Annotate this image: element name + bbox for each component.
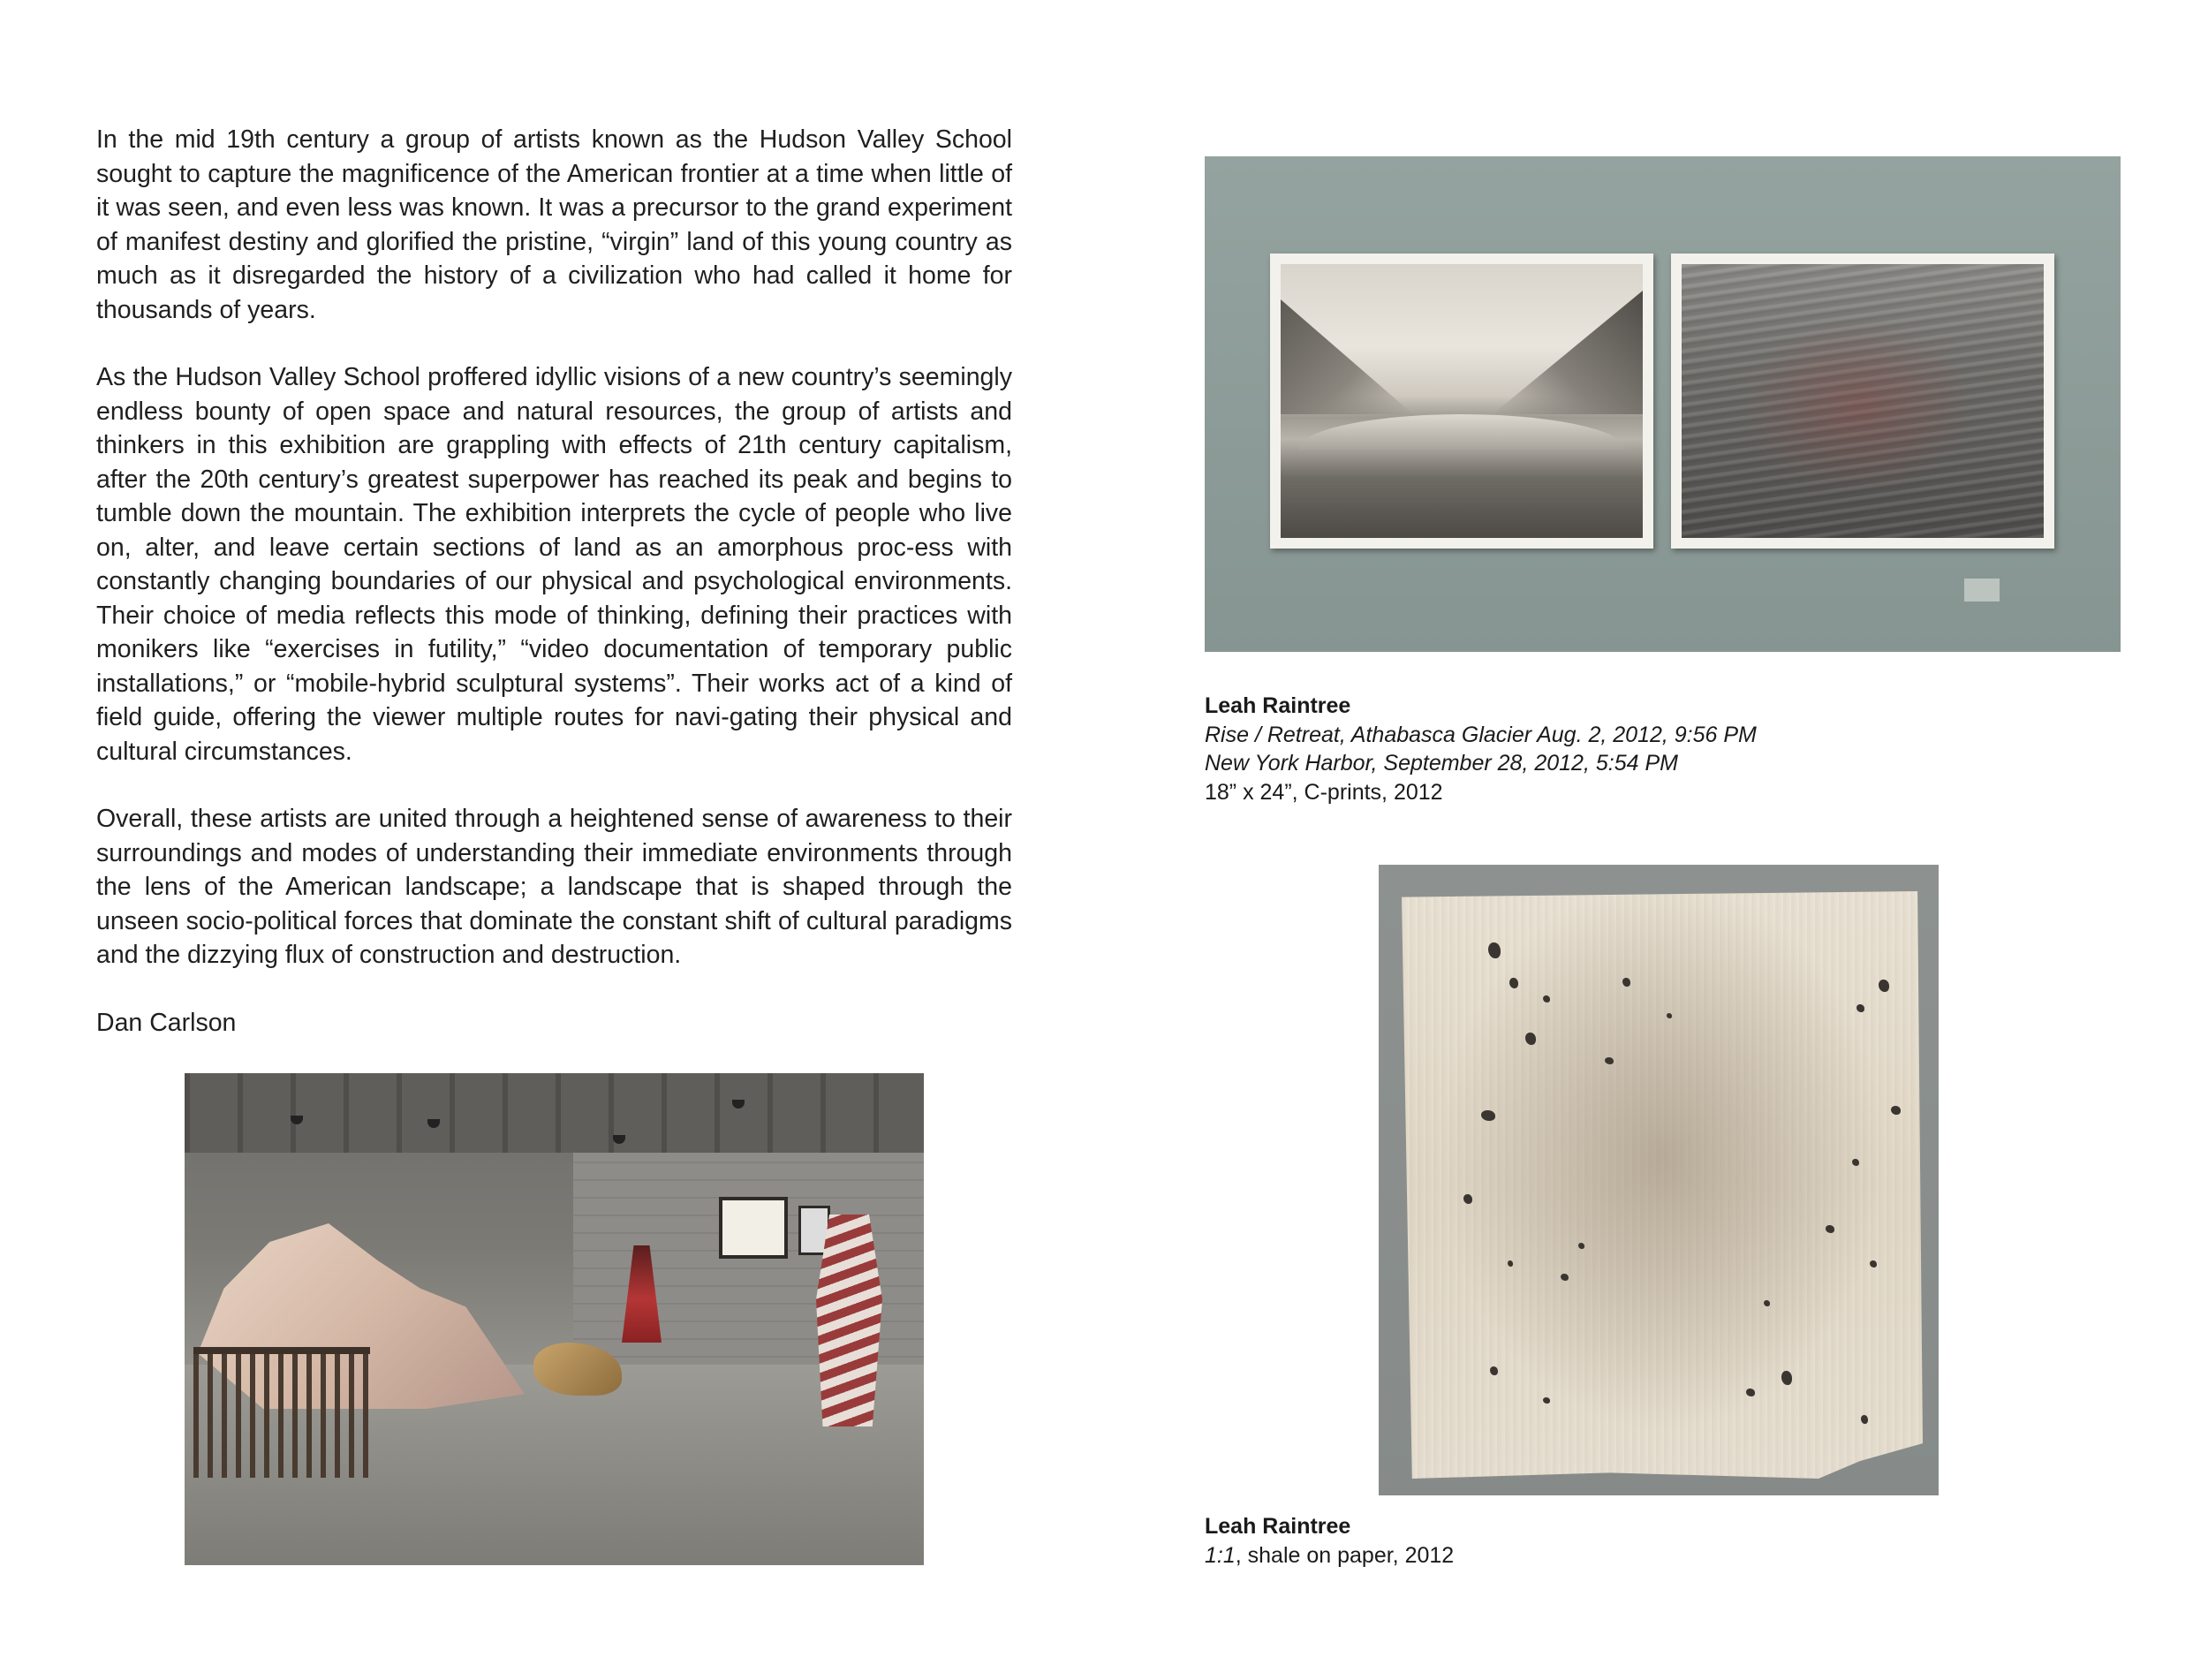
diptych-installation-photo: [1205, 156, 2121, 652]
caption-shale: [1205, 1512, 2000, 1570]
harbor-print-image: [1682, 264, 2044, 538]
caption-details: , shale on paper, 2012: [1235, 1542, 1455, 1568]
essay-signature: Dan Carlson: [96, 1008, 237, 1037]
shale-on-paper-photo: [1379, 865, 1939, 1495]
caption-artist: Leah Raintree: [1205, 1514, 1351, 1539]
harbor-print-frame: [1671, 254, 2054, 549]
wall-label-plaque: [1964, 579, 2000, 602]
essay-text: [96, 123, 1012, 1073]
caption-details-line: [1205, 1541, 2000, 1570]
shale-paper-artwork: [1402, 891, 1923, 1479]
gallery-installation-photo: [185, 1073, 924, 1565]
framed-painting: [719, 1197, 788, 1259]
essay-paragraph-1: In the mid 19th century a group of artists known as the Hudson Valley School sought to capture the magnificence of the American frontier at a time when little of it was seen, and even less was known. It was a precursor to the grand experiment of manifest destiny and glorified the pristine, “virgin” land of this young country as much as it disregarded the history of a civilization who had called it home for thousands of years.: [96, 125, 1012, 324]
caption-title: Rise / Retreat, Athabasca Glacier Aug. 2, 2012, 9:56 PM: [1205, 722, 1757, 747]
essay-paragraph-2: As the Hudson Valley School proffered idyllic visions of a new country’s seemingly endless bounty of open space and natural resources, the group of artists and thinkers in this exhibition are grappling with effects of 21th century capitalism, after the 20th century’s greatest superpower has reached its peak and begins to tumble down the mountain. The exhibition interprets the cycle of people who live on, alter, and leave certain sections of land as an amorphous proc-ess with constantly changing boundaries of our physical and psychological environments. Their choice of media reflects this mode of thinking, defining their practices with monikers like “exercises in futility,” “video documentation of temporary public installations,” or “mobile-hybrid sculptural systems”. Their works act of a kind of field guide, offering the viewer multiple routes for navi-gating their physical and cultural circumstances.: [96, 363, 1012, 766]
fence-sculpture: [193, 1347, 370, 1478]
caption-diptych: [1205, 692, 2000, 806]
essay-paragraph-3: Overall, these artists are united through a heightened sense of awareness to their surroundings and modes of understanding their immediate environments through the lens of the American landscape; a landscape that is shaped through the unseen socio-political forces that dominate the constant shift of cultural paradigms and the dizzying flux of construction and destruction.: [96, 805, 1012, 969]
caption-title: New York Harbor, September 28, 2012, 5:54 PM: [1205, 751, 1678, 776]
caption-title: 1:1: [1205, 1542, 1236, 1568]
caption-details: 18” x 24”, C-prints, 2012: [1205, 779, 1443, 805]
glacier-print-frame: [1270, 254, 1653, 549]
textile-sculpture: [816, 1215, 882, 1426]
glacier-print-image: [1281, 264, 1643, 538]
caption-artist: Leah Raintree: [1205, 693, 1351, 718]
